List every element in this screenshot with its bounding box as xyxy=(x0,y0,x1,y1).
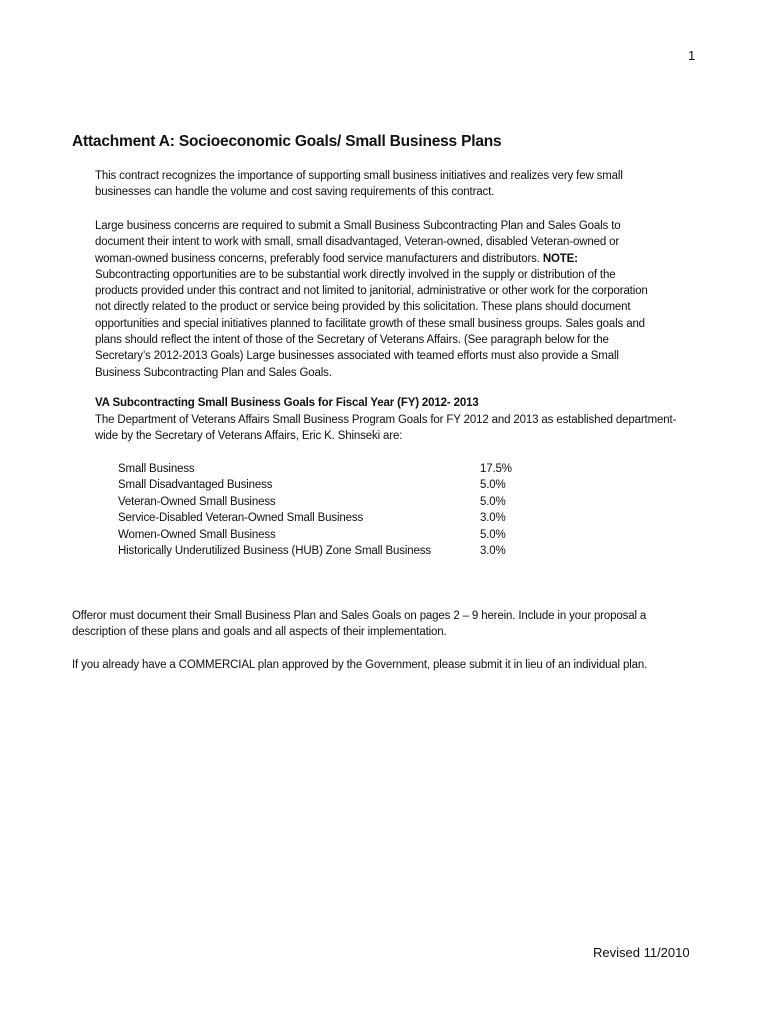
goal-category: Veteran-Owned Small Business xyxy=(118,495,276,508)
goal-category: Service-Disabled Veteran-Owned Small Business xyxy=(118,512,364,525)
goals-heading: VA Subcontracting Small Business Goals for Fiscal Year (FY) 2012- 2013 xyxy=(95,397,479,409)
goal-value: 5.0% xyxy=(480,479,506,492)
requirements-text-before-note: Large business concerns are required to submit a Small Business Subcontracting Plan and Sales Goals to document their intent to work with small, small disadvantaged, Veteran-owned, disabled Veteran-owned or woman-owned business concerns, preferably food service manufacturers and distributors. xyxy=(95,220,621,265)
goal-value: 3.0% xyxy=(480,512,506,525)
requirements-paragraph xyxy=(95,218,655,381)
goal-category: Small Disadvantaged Business xyxy=(118,479,273,492)
goal-row xyxy=(118,510,512,526)
note-label: NOTE: xyxy=(542,252,578,265)
goal-value: 5.0% xyxy=(480,528,506,541)
offeror-paragraph: Offeror must document their Small Business Plan and Sales Goals on pages 2 – 9 herein. Include in your proposal a description of these plans and goals and all aspects of their implementation. xyxy=(72,610,647,639)
page-number: 1 xyxy=(688,48,696,63)
goal-row xyxy=(118,527,512,543)
goals-table xyxy=(118,461,512,559)
goal-row xyxy=(118,543,512,559)
goal-category: Small Business xyxy=(118,463,195,475)
goal-row xyxy=(118,461,512,477)
goal-value: 3.0% xyxy=(480,545,506,558)
commercial-plan-paragraph: If you already have a COMMERCIAL plan approved by the Government, please submit it in lieu of an individual plan. xyxy=(72,659,648,671)
goal-value: 17.5% xyxy=(480,463,512,475)
goal-row xyxy=(118,477,512,493)
goal-category: Historically Underutilized Business (HUB) Zone Small Business xyxy=(118,545,431,558)
goal-category: Women-Owned Small Business xyxy=(118,528,276,541)
goal-value: 5.0% xyxy=(480,495,506,508)
revision-footer: Revised 11/2010 xyxy=(593,945,690,960)
goals-intro-paragraph: The Department of Veterans Affairs Small Business Program Goals for FY 2012 and 2013 as established department-wide by the Secretary of Veterans Affairs, Eric K. Shinseki are: xyxy=(95,414,677,443)
intro-paragraph: This contract recognizes the importance of supporting small business initiatives and realizes very few small businesses can handle the volume and cost saving requirements of this contract. xyxy=(95,170,623,199)
goal-row xyxy=(118,494,512,510)
page-title: Attachment A: Socioeconomic Goals/ Small Business Plans xyxy=(72,133,502,150)
requirements-text-after-note: Subcontracting opportunities are to be substantial work directly involved in the supply or distribution of the products provided under this contract and not limited to janitorial, administrative or other work for the corporation not directly related to the product or service being provided by this solicitation. These plans should document opportunities and special initiatives planned to facilitate growth of these small business groups. Sales goals and plans should reflect the intent of those of the Secretary of Veterans Affairs. (See paragraph below for the Secretary’s 2012-2013 Goals) Large businesses associated with teamed efforts must also provide a Small Business Subcontracting Plan and Sales Goals. xyxy=(95,268,648,379)
